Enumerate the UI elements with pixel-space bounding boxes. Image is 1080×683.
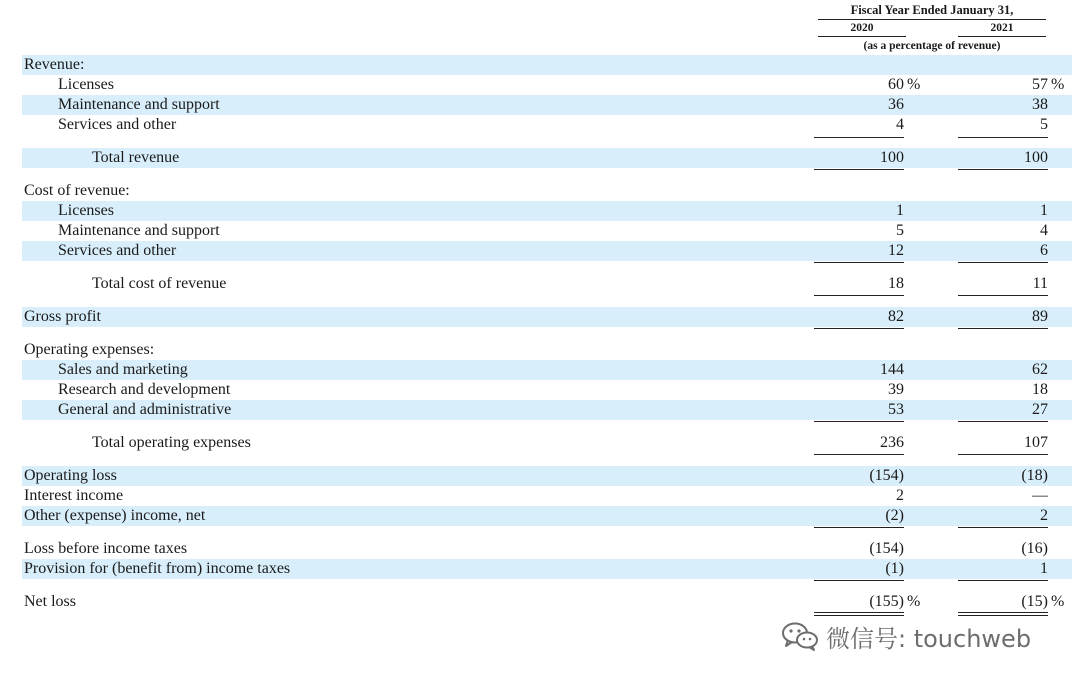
value-2020: (154) [869, 467, 904, 484]
subtotal-rule [814, 137, 904, 138]
double-rule-bottom [958, 615, 1048, 616]
percentage-note: (as a percentage of revenue) [863, 40, 1001, 52]
row-total-revenue [22, 148, 1072, 168]
double-rule-top [814, 612, 904, 613]
percent-suffix-2020: % [907, 76, 921, 93]
row-label: Revenue: [24, 56, 85, 73]
row-label: Maintenance and support [58, 96, 220, 113]
subtotal-rule [958, 262, 1048, 263]
row-label: Operating expenses: [24, 341, 155, 358]
value-2021: 107 [1024, 434, 1048, 451]
row-total-opex [22, 433, 1072, 453]
subtotal-rule [814, 580, 904, 581]
row-total-cost [22, 274, 1072, 294]
subtotal-rule [814, 421, 904, 422]
row-label: Total revenue [92, 149, 180, 166]
row-interest-income [22, 486, 1072, 506]
row-label: Research and development [58, 381, 231, 398]
subtotal-rule [958, 421, 1048, 422]
value-2020: 12 [888, 242, 904, 259]
row-label: Maintenance and support [58, 222, 220, 239]
row-label: Services and other [58, 242, 177, 259]
value-2021: 11 [1032, 275, 1048, 292]
row-cost-licenses [22, 201, 1072, 221]
row-label: Services and other [58, 116, 177, 133]
value-2021: 1 [1040, 202, 1048, 219]
row-loss-before-taxes [22, 539, 1072, 559]
value-2021: — [1032, 487, 1048, 504]
value-2020: 100 [880, 149, 904, 166]
value-2020: 53 [888, 401, 904, 418]
row-label: Licenses [58, 202, 114, 219]
row-other-income [22, 506, 1072, 526]
value-2021: (15) [1021, 593, 1048, 610]
row-cost-heading [22, 181, 1072, 201]
value-2021: (16) [1021, 540, 1048, 557]
year-2021-header: 2021 [958, 21, 1046, 37]
subtotal-rule [958, 580, 1048, 581]
row-label: Total operating expenses [92, 434, 251, 451]
percent-suffix-2020: % [907, 593, 921, 610]
row-label: Sales and marketing [58, 361, 188, 378]
total-rule [958, 454, 1048, 455]
value-2021: 2 [1040, 507, 1048, 524]
total-rule [814, 328, 904, 329]
value-2020: 18 [888, 275, 904, 292]
row-label: Provision for (benefit from) income taxes [24, 560, 291, 577]
value-2020: (155) [869, 593, 904, 610]
double-rule-bottom [814, 615, 904, 616]
total-rule [814, 454, 904, 455]
row-opex-sales [22, 360, 1072, 380]
year-2020-header: 2020 [818, 21, 906, 37]
row-operating-loss [22, 466, 1072, 486]
row-label: General and administrative [58, 401, 232, 418]
value-2020: 60 [888, 76, 904, 93]
value-2020: 1 [896, 202, 904, 219]
value-2020: (1) [885, 560, 904, 577]
row-opex-research [22, 380, 1072, 400]
value-2020: 36 [888, 96, 904, 113]
value-2021: 1 [1040, 560, 1048, 577]
row-revenue-licenses [22, 75, 1072, 95]
watermark-text: 微信号: touchweb [826, 624, 1032, 653]
value-2021: 18 [1032, 381, 1048, 398]
value-2021: 38 [1032, 96, 1048, 113]
value-2021: 57 [1032, 76, 1048, 93]
row-label: Licenses [58, 76, 114, 93]
row-label: Other (expense) income, net [24, 507, 206, 524]
row-label: Total cost of revenue [92, 275, 227, 292]
total-rule [814, 169, 904, 170]
total-rule [958, 169, 1048, 170]
row-net-loss [22, 592, 1072, 612]
value-2020: 4 [896, 116, 904, 133]
row-revenue-services [22, 115, 1072, 135]
row-label: Loss before income taxes [24, 540, 188, 557]
row-opex-heading [22, 340, 1072, 360]
value-2020: 5 [896, 222, 904, 239]
value-2020: 82 [888, 308, 904, 325]
row-label: Cost of revenue: [24, 182, 130, 199]
row-label: Interest income [24, 487, 124, 504]
value-2021: 5 [1040, 116, 1048, 133]
total-rule [958, 328, 1048, 329]
row-opex-general [22, 400, 1072, 420]
value-2021: 89 [1032, 308, 1048, 325]
value-2020: 2 [896, 487, 904, 504]
value-2020: 39 [888, 381, 904, 398]
row-cost-maintenance [22, 221, 1072, 241]
row-gross-profit [22, 307, 1072, 327]
percent-suffix-2021: % [1051, 593, 1065, 610]
value-2021: (18) [1021, 467, 1048, 484]
percent-suffix-2021: % [1051, 76, 1065, 93]
value-2021: 4 [1040, 222, 1048, 239]
value-2020: 144 [880, 361, 904, 378]
subtotal-rule [814, 262, 904, 263]
value-2020: 236 [880, 434, 904, 451]
row-label: Net loss [24, 593, 76, 610]
value-2021: 27 [1032, 401, 1048, 418]
row-income-taxes [22, 559, 1072, 579]
fiscal-year-header: Fiscal Year Ended January 31, [818, 2, 1046, 20]
total-rule [814, 295, 904, 296]
row-revenue-maintenance [22, 95, 1072, 115]
value-2020: (154) [869, 540, 904, 557]
double-rule-top [958, 612, 1048, 613]
subtotal-rule [958, 527, 1048, 528]
total-rule [958, 295, 1048, 296]
subtotal-rule [814, 527, 904, 528]
wechat-icon [780, 620, 820, 652]
row-label: Gross profit [24, 308, 101, 325]
row-label: Operating loss [24, 467, 117, 484]
value-2020: (2) [885, 507, 904, 524]
subtotal-rule [958, 137, 1048, 138]
value-2021: 100 [1024, 149, 1048, 166]
value-2021: 62 [1032, 361, 1048, 378]
row-cost-services [22, 241, 1072, 261]
watermark [780, 618, 1031, 654]
row-revenue-heading [22, 55, 1072, 75]
value-2021: 6 [1040, 242, 1048, 259]
